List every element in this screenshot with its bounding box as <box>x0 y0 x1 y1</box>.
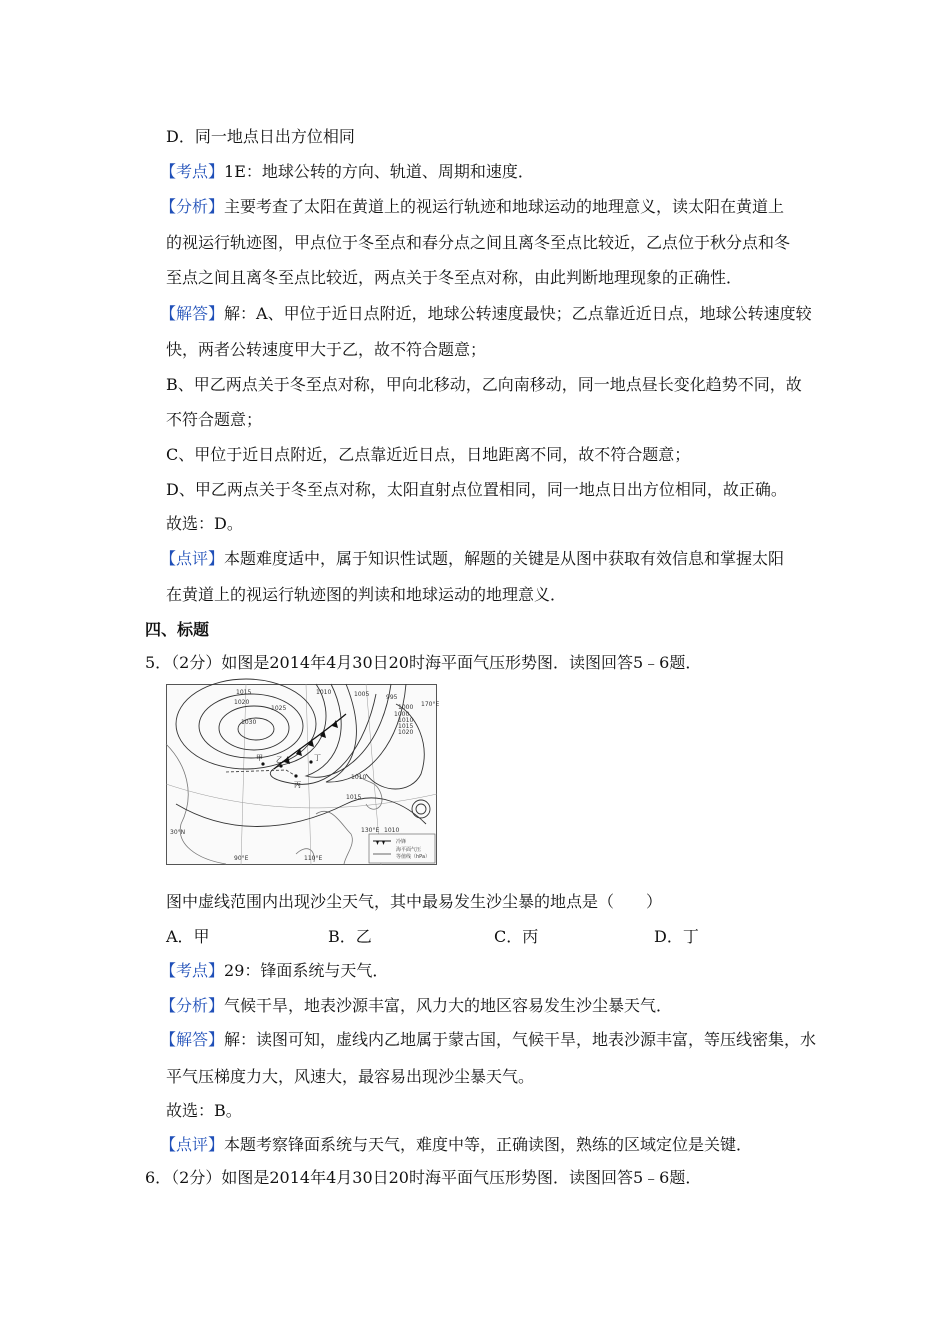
q4-fenxi <box>160 197 784 217</box>
dianping-tag: 【点评】 <box>160 1135 225 1154</box>
jieda-line: C、甲位于近日点附近，乙点靠近近日点，日地距离不同，故不符合题意； <box>166 445 691 464</box>
q6-stem: 6．（2分）如图是2014年4月30日20时海平面气压形势图．读图回答5﹣6题． <box>145 1168 702 1187</box>
isobar-label: 1000 <box>394 711 410 718</box>
pressure-map-figure <box>166 684 440 865</box>
jieda-line: 解：读图可知，虚线内乙地属于蒙古国，气候干旱，地表沙源丰富，等压线密集，水 <box>224 1030 817 1049</box>
isobar-label: 1015 <box>346 794 362 801</box>
option-d: D．同一地点日出方位相同 <box>166 127 355 146</box>
q4-kaodian <box>160 162 534 182</box>
jieda-line: B、甲乙两点关于冬至点对称，甲向北移动，乙向南移动，同一地点昼长变化趋势不同，故 <box>166 375 802 394</box>
longitude-label: 170°E <box>421 701 440 708</box>
q5-kaodian <box>160 961 388 981</box>
option-d: D．丁 <box>654 927 699 946</box>
jieda-line: 不符合题意； <box>166 410 263 429</box>
kaodian-tag: 【考点】 <box>160 162 225 181</box>
option-b: B．乙 <box>328 927 372 946</box>
fenxi-line: 主要考查了太阳在黄道上的视运行轨迹和地球运动的地理意义，读太阳在黄道上 <box>224 197 785 216</box>
longitude-label: 110°E <box>304 855 323 862</box>
isobar-label: 1010 <box>398 717 414 724</box>
isobar-label: 1030 <box>241 719 257 726</box>
q5-fenxi <box>160 996 672 1016</box>
isobar-label: 1020 <box>234 699 250 706</box>
jieda-line: 快，两者公转速度甲大于乙，故不符合题意； <box>166 340 487 359</box>
q5-stem: 5．（2分）如图是2014年4月30日20时海平面气压形势图．读图回答5﹣6题． <box>145 653 702 672</box>
q5-dianping <box>160 1135 752 1155</box>
longitude-label: 130°E <box>361 827 380 834</box>
q4-jieda <box>160 304 812 324</box>
jieda-answer: 故选：B。 <box>166 1101 242 1120</box>
kaodian-tag: 【考点】 <box>160 961 225 980</box>
jieda-tag: 【解答】 <box>160 1030 225 1049</box>
isobar-label: 1010 <box>384 827 400 834</box>
isobar-label: 1015 <box>398 723 414 730</box>
isobar-label: 1010 <box>351 774 367 781</box>
isobar-label: 1015 <box>236 689 252 696</box>
fenxi-tag: 【分析】 <box>160 996 225 1015</box>
place-ding: 丁 <box>314 754 321 762</box>
dianping-text: 本题考察锋面系统与天气，难度中等，正确读图，熟练的区域定位是关键． <box>224 1135 753 1154</box>
isobar-label: 1010 <box>316 689 332 696</box>
fenxi-line: 至点之间且离冬至点比较近，两点关于冬至点对称，由此判断地理现象的正确性． <box>166 268 743 287</box>
jieda-answer: 故选：D。 <box>166 514 243 533</box>
isobar-label: 1025 <box>271 705 287 712</box>
dianping-tag: 【点评】 <box>160 549 225 568</box>
legend-cold-front: 冷锋 <box>396 839 407 845</box>
jieda-line: 平气压梯度力大，风速大，最容易出现沙尘暴天气。 <box>166 1067 535 1086</box>
q5-jieda <box>160 1030 816 1050</box>
dianping-line: 本题难度适中，属于知识性试题，解题的关键是从图中获取有效信息和掌握太阳 <box>224 549 785 568</box>
kaodian-text: 1E：地球公转的方向、轨道、周期和速度． <box>224 162 534 181</box>
section-heading: 四、标题 <box>145 620 210 639</box>
option-a: A．甲 <box>166 927 210 946</box>
kaodian-text: 29：锋面系统与天气． <box>224 961 389 980</box>
latitude-label: 30°N <box>170 829 186 836</box>
jieda-line: 解：A、甲位于近日点附近，地球公转速度最快；乙点靠近近日点，地球公转速度较 <box>224 304 812 323</box>
isobar-label: 1005 <box>354 691 370 698</box>
place-yi: 乙 <box>276 756 283 764</box>
pressure-map <box>166 684 440 865</box>
q5-question: 图中虚线范围内出现沙尘天气，其中最易发生沙尘暴的地点是（ ） <box>166 892 663 911</box>
isobar-label: 995 <box>386 694 398 701</box>
legend-isobar: 海平面气压 <box>396 847 422 853</box>
q5-options <box>0 927 950 947</box>
longitude-label: 90°E <box>234 855 249 862</box>
jieda-tag: 【解答】 <box>160 304 225 323</box>
place-jia: 甲 <box>256 754 263 762</box>
dianping-line: 在黄道上的视运行轨迹图的判读和地球运动的地理意义． <box>166 585 567 604</box>
fenxi-text: 气候干旱，地表沙源丰富，风力大的地区容易发生沙尘暴天气． <box>224 996 673 1015</box>
isobar-label: 1000 <box>398 704 414 711</box>
place-bing: 丙 <box>294 781 301 789</box>
jieda-line: D、甲乙两点关于冬至点对称，太阳直射点位置相同，同一地点日出方位相同，故正确。 <box>166 480 787 499</box>
isobar-label: 1020 <box>398 729 414 736</box>
q4-dianping <box>160 549 784 569</box>
legend-isobar-unit: 等值线（hPa） <box>396 854 431 860</box>
fenxi-line: 的视运行轨迹图，甲点位于冬至点和春分点之间且离冬至点比较近，乙点位于秋分点和冬 <box>166 233 791 252</box>
fenxi-tag: 【分析】 <box>160 197 225 216</box>
option-c: C．丙 <box>494 927 539 946</box>
